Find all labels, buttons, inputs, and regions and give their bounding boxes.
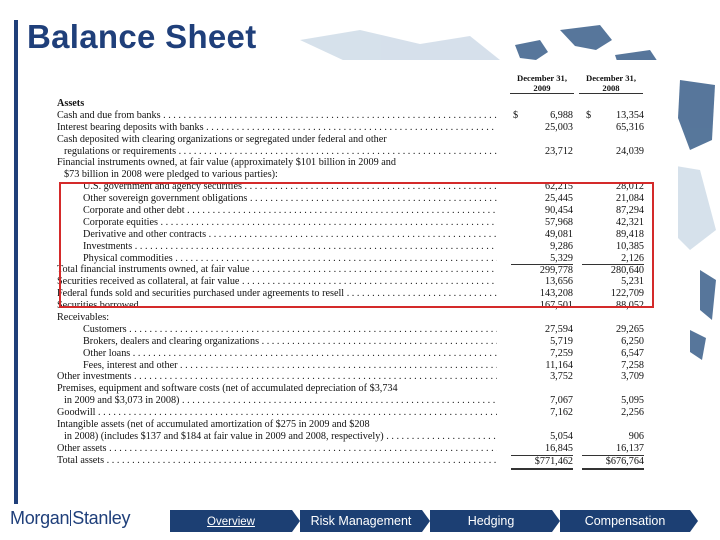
currency-symbol: $ — [586, 109, 592, 121]
logo-text-stanley: Stanley — [72, 508, 131, 528]
table-row — [57, 312, 647, 324]
column-header-2008: December 31, 2008 — [579, 74, 643, 94]
table-row — [57, 98, 647, 110]
table-row — [57, 134, 647, 146]
value-2008: 6,250 — [621, 335, 644, 347]
value-2009: 57,968 — [544, 216, 573, 228]
row-label: Intangible assets (net of accumulated amortization of $275 in 2009 and $208 — [57, 419, 370, 431]
value-2009: 62,215 — [544, 181, 573, 193]
row-label: Interest bearing deposits with banks . . . — [57, 122, 497, 134]
value-2008: 10,385 — [615, 240, 644, 252]
value-2009: 13,656 — [544, 276, 573, 288]
row-label: $73 billion in 2008 were pledged to various parties): — [64, 169, 278, 181]
value-2009: 27,594 — [544, 323, 573, 335]
value-2008: 6,547 — [621, 347, 644, 359]
table-row — [57, 169, 647, 181]
column-headers — [507, 74, 647, 98]
currency-symbol: $ — [513, 109, 519, 121]
nav-arrow-icon — [552, 510, 560, 532]
table-row — [57, 122, 647, 134]
row-label: Cash and due from banks . . . — [57, 110, 497, 122]
value-2009: 16,845 — [544, 442, 573, 454]
table-row — [57, 407, 647, 419]
row-label: Brokers, dealers and clearing organizations . . . — [57, 336, 497, 348]
value-2008: 87,294 — [615, 205, 644, 217]
value-2008: 7,258 — [621, 359, 644, 371]
value-2009: 167,501 — [539, 300, 573, 312]
table-row — [57, 110, 647, 122]
row-label: Receivables: — [57, 312, 110, 324]
row-label: Securities borrowed . . . — [57, 300, 497, 312]
nav-arrow-icon — [422, 510, 430, 532]
row-label: Total financial instruments owned, at fair value . . . — [57, 264, 497, 276]
table-row — [57, 383, 647, 395]
value-2008: 906 — [628, 430, 644, 442]
value-2008: 42,321 — [615, 216, 644, 228]
value-2008: 28,012 — [615, 181, 644, 193]
value-2008: 21,084 — [615, 193, 644, 205]
table-row — [57, 443, 647, 455]
value-2009: 5,329 — [550, 252, 573, 264]
row-label: Derivative and other contracts . . . — [57, 229, 497, 241]
row-label: Financial instruments owned, at fair value (approximately $101 billion in 2009 and — [57, 157, 396, 169]
value-2008: 88,052 — [615, 300, 644, 312]
row-label: Other investments . . . — [57, 371, 497, 383]
row-label: regulations or requirements . . . — [57, 146, 497, 158]
value-2008: 2,126 — [621, 252, 644, 264]
row-label: Federal funds sold and securities purchased under agreements to resell . . . — [57, 288, 497, 300]
financial-instruments-highlight-box — [59, 182, 654, 308]
value-2009: 7,162 — [550, 407, 573, 419]
value-2008: 89,418 — [615, 228, 644, 240]
row-label: U.S. government and agency securities . . . — [57, 181, 497, 193]
row-label: Cash deposited with clearing organizations or segregated under federal and other — [57, 133, 387, 145]
logo-text-morgan: Morgan — [10, 508, 70, 528]
value-2008: 5,231 — [621, 276, 644, 288]
row-label: Physical commodities . . . — [57, 253, 497, 265]
value-2009: 23,712 — [544, 145, 573, 157]
nav-arrow-icon — [292, 510, 300, 532]
footer-navigation — [0, 510, 720, 532]
value-2009: $771,462 — [511, 455, 573, 470]
table-row — [57, 371, 647, 383]
page-title: Balance Sheet — [27, 18, 257, 55]
table-row — [57, 431, 647, 443]
value-2008: 122,709 — [610, 288, 644, 300]
row-label: Assets — [57, 98, 85, 109]
row-label: Corporate equities . . . — [57, 217, 497, 229]
value-2009: 7,259 — [550, 347, 573, 359]
nav-overview[interactable] — [170, 510, 292, 532]
value-2009: 3,752 — [550, 371, 573, 383]
table-row — [57, 360, 647, 372]
nav-hedging[interactable] — [430, 510, 552, 532]
column-header-2009: December 31, 2009 — [510, 74, 574, 94]
table-row — [57, 348, 647, 360]
nav-risk-management-label: Risk Management — [310, 514, 412, 528]
value-2009: 143,208 — [539, 288, 573, 300]
value-2008: 280,640 — [582, 264, 644, 277]
value-2008: 3,709 — [621, 371, 644, 383]
value-2009: 5,719 — [550, 335, 573, 347]
value-2009: 299,778 — [511, 264, 573, 277]
row-label: Investments . . . — [57, 241, 497, 253]
value-2008: 24,039 — [615, 145, 644, 157]
row-label: Other sovereign government obligations . . . — [57, 193, 497, 205]
value-2008: 13,354 — [615, 109, 644, 121]
table-row — [57, 455, 647, 467]
value-2009: 25,003 — [544, 121, 573, 133]
table-row — [57, 324, 647, 336]
nav-arrow-icon — [690, 510, 698, 532]
value-2008: 2,256 — [621, 407, 644, 419]
row-label: Other loans . . . — [57, 348, 497, 360]
value-2009: 5,054 — [550, 430, 573, 442]
row-label: Securities received as collateral, at fair value . . . — [57, 276, 497, 288]
nav-compensation[interactable] — [560, 510, 690, 532]
value-2009: 9,286 — [550, 240, 573, 252]
table-row — [57, 157, 647, 169]
value-2008: $676,764 — [582, 455, 644, 470]
row-label: Fees, interest and other . . . — [57, 360, 497, 372]
table-row — [57, 419, 647, 431]
value-2009: 11,164 — [545, 359, 573, 371]
value-2008: 29,265 — [615, 323, 644, 335]
row-label: Corporate and other debt . . . — [57, 205, 497, 217]
value-2009: 7,067 — [550, 395, 573, 407]
value-2009: 90,454 — [544, 205, 573, 217]
table-row — [57, 336, 647, 348]
row-label: Goodwill . . . — [57, 407, 497, 419]
nav-risk-management[interactable] — [300, 510, 422, 532]
title-accent-bar — [14, 20, 18, 504]
row-label: in 2008) (includes $137 and $184 at fair value in 2009 and 2008, respectively) . . . — [57, 431, 497, 443]
value-2008: 65,316 — [615, 121, 644, 133]
value-2009: 25,445 — [544, 193, 573, 205]
value-2009: 49,081 — [544, 228, 573, 240]
table-row — [57, 395, 647, 407]
value-2008: 5,095 — [621, 395, 644, 407]
nav-compensation-label: Compensation — [584, 514, 666, 528]
value-2009: 6,988 — [550, 109, 573, 121]
row-label: Premises, equipment and software costs (net of accumulated depreciation of $3,734 — [57, 383, 398, 395]
value-2008: 16,137 — [615, 442, 644, 454]
balance-sheet-document — [42, 60, 678, 503]
nav-overview-label: Overview — [207, 516, 255, 528]
row-label: Customers . . . — [57, 324, 497, 336]
nav-hedging-label: Hedging — [467, 514, 515, 528]
row-label: Total assets . . . — [57, 455, 497, 467]
table-row — [57, 146, 647, 158]
row-label: Other assets . . . — [57, 443, 497, 455]
row-label: in 2009 and $3,073 in 2008) . . . — [57, 395, 497, 407]
